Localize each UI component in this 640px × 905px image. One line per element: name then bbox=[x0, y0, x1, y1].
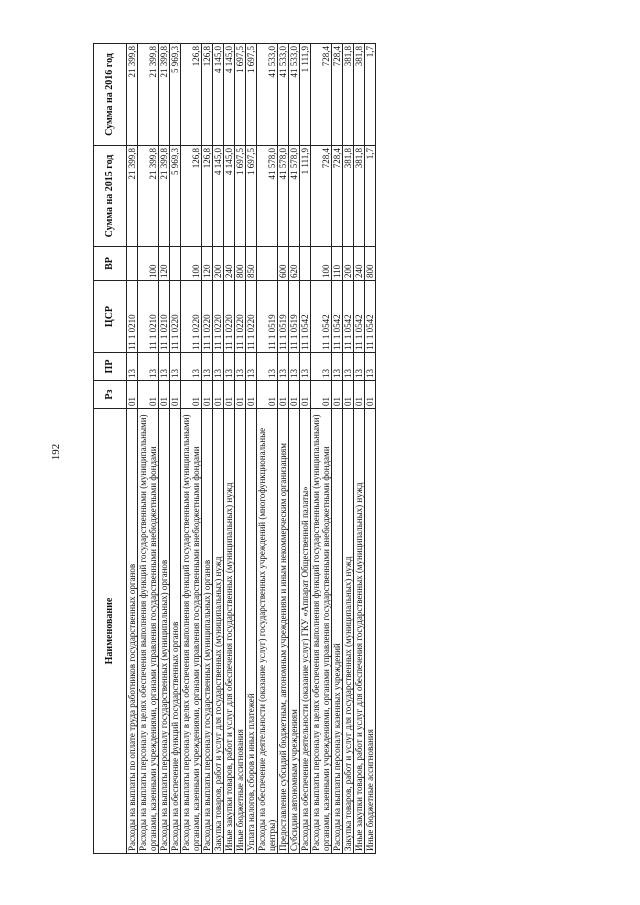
row-vr: 240 bbox=[224, 247, 235, 281]
row-csr: 11 1 0220 bbox=[246, 281, 257, 353]
table-row bbox=[213, 44, 224, 854]
row-sum-2016: 126,8 bbox=[202, 44, 213, 146]
header-row bbox=[94, 44, 127, 854]
row-rz: 01 bbox=[311, 381, 332, 409]
row-sum-2016: 5 969,3 bbox=[170, 44, 181, 146]
row-vr bbox=[300, 247, 311, 281]
row-rz: 01 bbox=[224, 381, 235, 409]
row-vr: 600 bbox=[278, 247, 289, 281]
row-sum-2015: 381,8 bbox=[343, 146, 354, 247]
row-sum-2015: 1 697,5 bbox=[246, 146, 257, 247]
header-sum-2015: Сумма на 2015 год bbox=[94, 146, 127, 247]
row-sum-2016: 1 111,9 bbox=[300, 44, 311, 146]
row-pr: 13 bbox=[170, 353, 181, 381]
row-vr: 800 bbox=[235, 247, 246, 281]
row-rz: 01 bbox=[159, 381, 170, 409]
header-name: Наименование bbox=[94, 409, 127, 854]
row-name: Иные бюджетные ассигнования bbox=[235, 409, 246, 854]
row-sum-2015: 21 399,8 bbox=[138, 146, 159, 247]
row-rz: 01 bbox=[127, 381, 138, 409]
row-name: Закупка товаров, работ и услуг для государственных (муниципальных) нужд bbox=[343, 409, 354, 854]
row-vr: 850 bbox=[246, 247, 257, 281]
row-vr bbox=[127, 247, 138, 281]
table-row bbox=[138, 44, 159, 854]
header-vr: ВР bbox=[94, 247, 127, 281]
table-row bbox=[332, 44, 343, 854]
row-sum-2015: 41 578,0 bbox=[289, 146, 300, 247]
row-sum-2015: 728,4 bbox=[332, 146, 343, 247]
row-sum-2016: 4 145,0 bbox=[213, 44, 224, 146]
table-row bbox=[354, 44, 365, 854]
table-row bbox=[127, 44, 138, 854]
row-sum-2016: 41 533,0 bbox=[278, 44, 289, 146]
row-csr: 11 1 0210 bbox=[127, 281, 138, 353]
row-csr: 11 1 0220 bbox=[213, 281, 224, 353]
row-pr: 13 bbox=[354, 353, 365, 381]
row-sum-2015: 381,8 bbox=[354, 146, 365, 247]
table-row bbox=[365, 44, 376, 854]
row-csr: 11 1 0220 bbox=[170, 281, 181, 353]
row-csr: 11 1 0220 bbox=[181, 281, 202, 353]
row-name: Расходы на выплаты персоналу казенных учреждений bbox=[332, 409, 343, 854]
row-rz: 01 bbox=[343, 381, 354, 409]
header-rz: Рз bbox=[94, 381, 127, 409]
row-rz: 01 bbox=[138, 381, 159, 409]
budget-table-container bbox=[93, 44, 548, 854]
row-vr: 120 bbox=[159, 247, 170, 281]
row-sum-2015: 728,4 bbox=[311, 146, 332, 247]
table-row bbox=[343, 44, 354, 854]
row-sum-2016: 1 697,5 bbox=[235, 44, 246, 146]
row-rz: 01 bbox=[246, 381, 257, 409]
row-name: Расходы на обеспечение функций государственных органов bbox=[170, 409, 181, 854]
table-row bbox=[235, 44, 246, 854]
row-rz: 01 bbox=[235, 381, 246, 409]
row-csr: 11 1 0519 bbox=[289, 281, 300, 353]
row-name: Субсидии автономным учреждениям bbox=[289, 409, 300, 854]
row-csr: 11 1 0519 bbox=[257, 281, 278, 353]
row-pr: 13 bbox=[159, 353, 170, 381]
row-rz: 01 bbox=[213, 381, 224, 409]
table-row bbox=[278, 44, 289, 854]
page-number: 192 bbox=[50, 443, 62, 461]
row-pr: 13 bbox=[343, 353, 354, 381]
row-csr: 11 1 0220 bbox=[202, 281, 213, 353]
row-csr: 11 1 0542 bbox=[300, 281, 311, 353]
row-vr: 100 bbox=[311, 247, 332, 281]
row-sum-2016: 728,4 bbox=[311, 44, 332, 146]
table-row bbox=[181, 44, 202, 854]
row-pr: 13 bbox=[289, 353, 300, 381]
table-row bbox=[300, 44, 311, 854]
row-sum-2015: 21 399,8 bbox=[127, 146, 138, 247]
row-vr: 620 bbox=[289, 247, 300, 281]
row-csr: 11 1 0210 bbox=[138, 281, 159, 353]
row-csr: 11 1 0542 bbox=[354, 281, 365, 353]
row-name: Иные закупки товаров, работ и услуг для обеспечения государственных (муниципальных) нужд bbox=[224, 409, 235, 854]
table-row bbox=[170, 44, 181, 854]
row-sum-2016: 41 533,0 bbox=[257, 44, 278, 146]
row-name: Расходы на выплаты по оплате труда работников государственных органов bbox=[127, 409, 138, 854]
row-csr: 11 1 0542 bbox=[365, 281, 376, 353]
row-sum-2016: 381,8 bbox=[354, 44, 365, 146]
header-csr: ЦСР bbox=[94, 281, 127, 353]
row-vr: 120 bbox=[202, 247, 213, 281]
row-sum-2016: 381,8 bbox=[343, 44, 354, 146]
row-pr: 13 bbox=[332, 353, 343, 381]
row-rz: 01 bbox=[289, 381, 300, 409]
row-sum-2015: 126,8 bbox=[181, 146, 202, 247]
row-sum-2016: 1 697,5 bbox=[246, 44, 257, 146]
row-rz: 01 bbox=[332, 381, 343, 409]
row-pr: 13 bbox=[246, 353, 257, 381]
row-csr: 11 1 0519 bbox=[278, 281, 289, 353]
row-sum-2015: 41 578,0 bbox=[278, 146, 289, 247]
row-name: Расходы на обеспечение деятельности (оказание услуг) ГКУ «Аппарат Общественной палаты» bbox=[300, 409, 311, 854]
row-rz: 01 bbox=[354, 381, 365, 409]
row-name: Иные закупки товаров, работ и услуг для обеспечения государственных (муниципальных) нужд bbox=[354, 409, 365, 854]
row-csr: 11 1 0210 bbox=[159, 281, 170, 353]
row-name: Расходы на выплаты персоналу в целях обеспечения выполнения функций государственными (муниципальными) органами, казенными учреждениями, органами управления государственными внебюджетными фондами bbox=[311, 409, 332, 854]
row-name: Уплата налогов, сборов и иных платежей bbox=[246, 409, 257, 854]
table-row bbox=[311, 44, 332, 854]
budget-table bbox=[93, 43, 376, 854]
row-vr: 240 bbox=[354, 247, 365, 281]
row-rz: 01 bbox=[202, 381, 213, 409]
row-name: Закупка товаров, работ и услуг для государственных (муниципальных) нужд bbox=[213, 409, 224, 854]
row-sum-2016: 728,4 bbox=[332, 44, 343, 146]
row-sum-2015: 41 578,0 bbox=[257, 146, 278, 247]
row-vr bbox=[170, 247, 181, 281]
row-vr bbox=[257, 247, 278, 281]
row-rz: 01 bbox=[257, 381, 278, 409]
row-rz: 01 bbox=[170, 381, 181, 409]
row-pr: 13 bbox=[311, 353, 332, 381]
row-vr: 100 bbox=[181, 247, 202, 281]
row-name: Расходы на выплаты персоналу в целях обеспечения выполнения функций государственными (муниципальными) органами, казенными учреждениями, органами управления государственными внебюджетными фондами bbox=[181, 409, 202, 854]
row-vr: 200 bbox=[343, 247, 354, 281]
row-vr: 200 bbox=[213, 247, 224, 281]
row-vr: 110 bbox=[332, 247, 343, 281]
row-pr: 13 bbox=[365, 353, 376, 381]
table-row bbox=[224, 44, 235, 854]
row-sum-2016: 41 533,0 bbox=[289, 44, 300, 146]
row-pr: 13 bbox=[257, 353, 278, 381]
row-name: Предоставление субсидий бюджетным, автономным учреждениям и иным некоммерческим организациям bbox=[278, 409, 289, 854]
row-name: Расходы на выплаты персоналу государственных (муниципальных) органов bbox=[202, 409, 213, 854]
row-sum-2015: 4 145,0 bbox=[213, 146, 224, 247]
row-pr: 13 bbox=[181, 353, 202, 381]
row-csr: 11 1 0220 bbox=[224, 281, 235, 353]
row-sum-2015: 4 145,0 bbox=[224, 146, 235, 247]
row-sum-2015: 1 111,9 bbox=[300, 146, 311, 247]
row-sum-2016: 4 145,0 bbox=[224, 44, 235, 146]
header-sum-2016: Сумма на 2016 год bbox=[94, 44, 127, 146]
row-csr: 11 1 0542 bbox=[332, 281, 343, 353]
row-sum-2016: 126,8 bbox=[181, 44, 202, 146]
row-sum-2015: 1,7 bbox=[365, 146, 376, 247]
row-pr: 13 bbox=[300, 353, 311, 381]
row-pr: 13 bbox=[213, 353, 224, 381]
row-pr: 13 bbox=[202, 353, 213, 381]
row-sum-2016: 21 399,8 bbox=[127, 44, 138, 146]
row-name: Иные бюджетные ассигнования bbox=[365, 409, 376, 854]
row-pr: 13 bbox=[138, 353, 159, 381]
row-name: Расходы на выплаты персоналу в целях обеспечения выполнения функций государственными (муниципальными) органами, казенными учреждениями, органами управления государственными внебюджетными фондами bbox=[138, 409, 159, 854]
row-sum-2016: 21 399,8 bbox=[159, 44, 170, 146]
table-row bbox=[246, 44, 257, 854]
row-vr: 100 bbox=[138, 247, 159, 281]
row-pr: 13 bbox=[278, 353, 289, 381]
row-csr: 11 1 0542 bbox=[311, 281, 332, 353]
row-rz: 01 bbox=[181, 381, 202, 409]
row-sum-2015: 21 399,8 bbox=[159, 146, 170, 247]
row-pr: 13 bbox=[224, 353, 235, 381]
table-row bbox=[159, 44, 170, 854]
header-pr: ПР bbox=[94, 353, 127, 381]
table-row bbox=[257, 44, 278, 854]
row-rz: 01 bbox=[365, 381, 376, 409]
row-name: Расходы на выплаты персоналу государственных (муниципальных) органов bbox=[159, 409, 170, 854]
row-sum-2016: 1,7 bbox=[365, 44, 376, 146]
row-sum-2015: 1 697,5 bbox=[235, 146, 246, 247]
row-rz: 01 bbox=[278, 381, 289, 409]
table-row bbox=[289, 44, 300, 854]
row-vr: 800 bbox=[365, 247, 376, 281]
row-csr: 11 1 0220 bbox=[235, 281, 246, 353]
row-csr: 11 1 0542 bbox=[343, 281, 354, 353]
row-pr: 13 bbox=[127, 353, 138, 381]
table-row bbox=[202, 44, 213, 854]
row-pr: 13 bbox=[235, 353, 246, 381]
row-sum-2016: 21 399,8 bbox=[138, 44, 159, 146]
row-sum-2015: 5 969,3 bbox=[170, 146, 181, 247]
row-name: Расходы на обеспечение деятельности (оказание услуг) государственных учреждений (многофункциональные центры) bbox=[257, 409, 278, 854]
row-sum-2015: 126,8 bbox=[202, 146, 213, 247]
row-rz: 01 bbox=[300, 381, 311, 409]
